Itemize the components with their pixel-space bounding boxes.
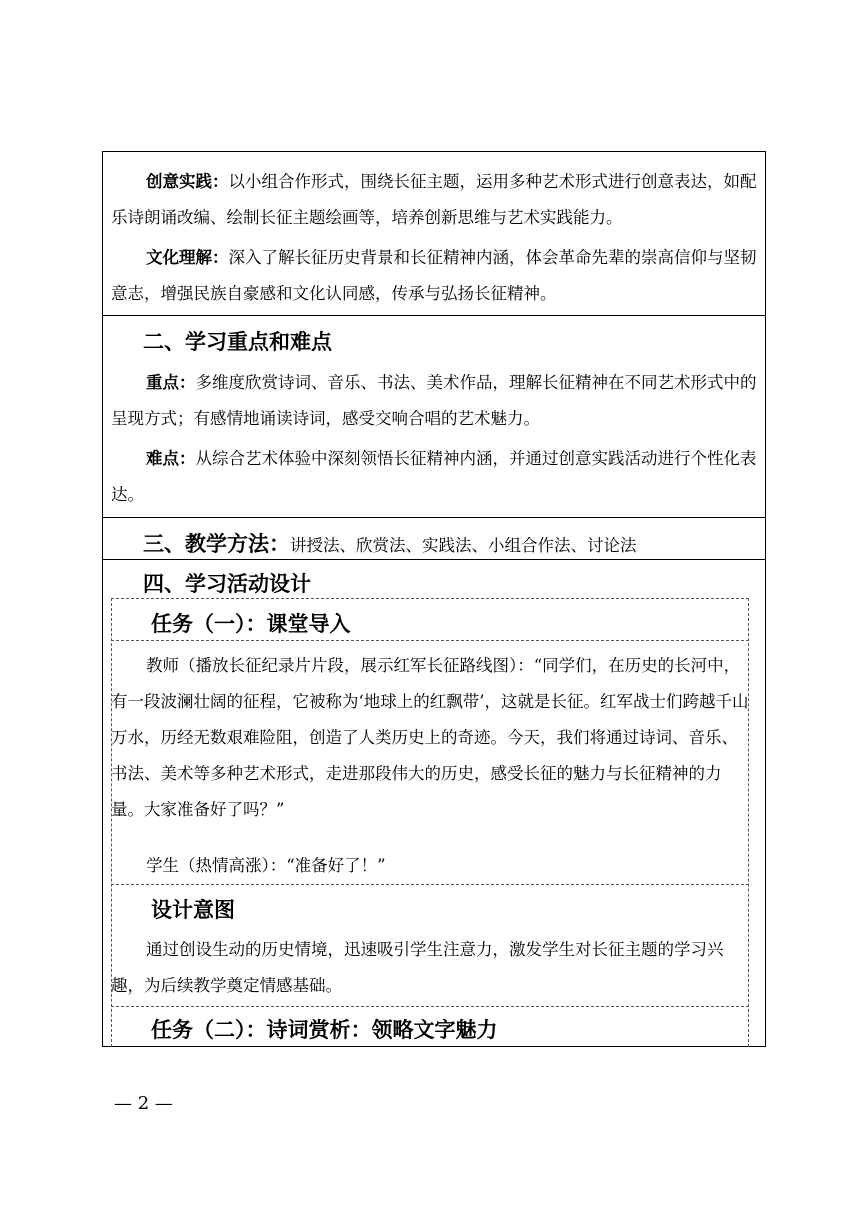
key-text: 多维度欣赏诗词、音乐、书法、美术作品，理解长征精神在不同艺术形式中的呈现方式；有感情地诵读诗词，感受交响合唱的艺术魅力。 — [111, 373, 757, 428]
design-intent-text: 通过创设生动的历史情境，迅速吸引学生注意力，激发学生对长征主题的学习兴趣，为后续教学奠定情感基础。 — [111, 940, 724, 995]
key-label: 重点： — [146, 373, 196, 392]
creative-practice-text: 以小组合作形式，围绕长征主题，运用多种艺术形式进行创意表达，如配乐诗朗诵改编、绘制长征主题绘画等，培养创新思维与艺术实践能力。 — [111, 172, 757, 227]
key-point-paragraph — [111, 365, 761, 437]
task1-title: 任务（一）：课堂导入 — [151, 612, 351, 636]
difficulty-text: 从综合艺术体验中深刻领悟长征精神内涵，并通过创意实践活动进行个性化表达。 — [111, 449, 757, 504]
dashed-divider-2 — [111, 884, 749, 885]
objective-cultural-understanding — [111, 240, 761, 312]
section3-heading-line — [143, 530, 637, 560]
section-key-points — [103, 315, 765, 517]
task2-title: 任务（二）：诗词赏析：领略文字魅力 — [151, 1018, 498, 1042]
teaching-methods-list: 讲授法、欣赏法、实践法、小组合作法、讨论法 — [290, 536, 637, 555]
section3-heading: 三、教学方法： — [143, 532, 290, 556]
dashed-divider-top — [111, 598, 749, 599]
creative-practice-label: 创意实践： — [146, 172, 229, 191]
cultural-understanding-text: 深入了解长征历史背景和长征精神内涵，体会革命先辈的崇高信仰与坚韧意志，增强民族自豪感和文化认同感，传承与弘扬长征精神。 — [111, 248, 757, 303]
design-intent-title: 设计意图 — [151, 898, 235, 922]
section4-heading: 四、学习活动设计 — [143, 572, 311, 596]
objective-creative-practice — [111, 164, 761, 236]
dashed-divider-3 — [111, 1006, 749, 1007]
difficulty-paragraph — [111, 441, 761, 513]
dashed-divider-1 — [111, 640, 749, 641]
task1-student-text: 学生（热情高涨）：“准备好了！” — [146, 856, 386, 875]
section2-heading: 二、学习重点和难点 — [143, 330, 332, 354]
cultural-understanding-label: 文化理解： — [146, 248, 229, 267]
task1-teacher-text: 教师（播放长征纪录片片段，展示红军长征路线图）：“同学们，在历史的长河中，有一段波澜壮阔的征程，它被称为‘地球上的红飘带’，这就是长征。红军战士们跨越千山万水，历经无数艰难险阻，创造了人类历史上的奇迹。今天，我们将通过诗词、音乐、书法、美术等多种艺术形式，走进那段伟大的历史，感受长征的魅力与长征精神的力量。大家准备好了吗？” — [111, 656, 749, 819]
difficulty-label: 难点： — [146, 449, 196, 468]
lesson-plan-table — [102, 151, 766, 1047]
page-number: — 2 — — [114, 1093, 173, 1114]
